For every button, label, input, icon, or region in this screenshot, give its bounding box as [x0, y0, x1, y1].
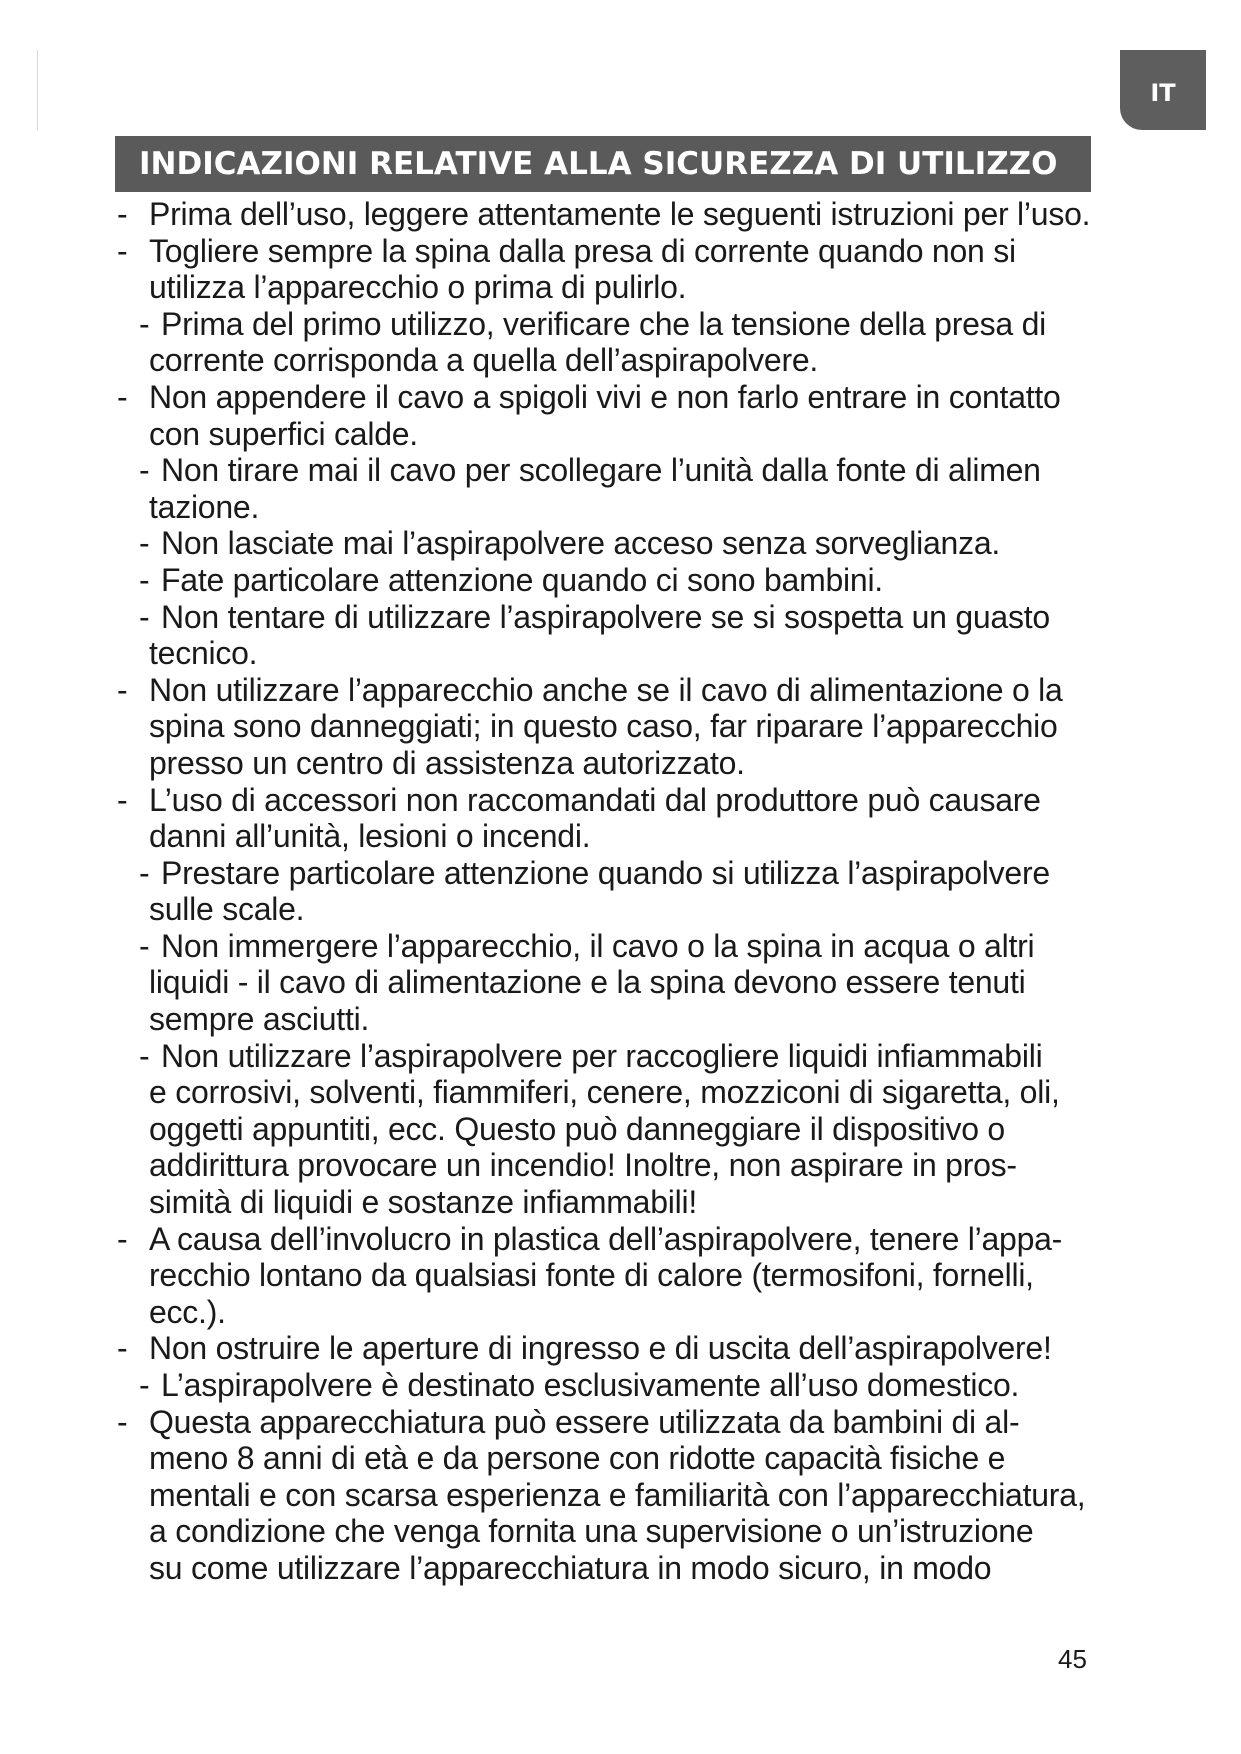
- list-item-line: Non ostruire le aperture di ingresso e di uscita dell’aspirapolvere!: [149, 1330, 1052, 1367]
- list-item-line: Prima dell’uso, leggere attentamente le seguenti istruzioni per l’uso.: [149, 196, 1091, 232]
- list-item: [0, 379, 1241, 452]
- list-dash: -: [117, 671, 128, 708]
- list-item-line: Non tentare di utilizzare l’aspirapolvere se si sospetta un guasto: [161, 598, 1050, 635]
- list-item-line: meno 8 anni di età e da persone con ridotte capacità fisiche e: [149, 1440, 1006, 1477]
- list-item-line: Non lasciate mai l’aspirapolvere acceso senza sorveglianza.: [161, 525, 1001, 562]
- page-number: 45: [1058, 1644, 1087, 1674]
- list-item-line: corrente corrisponda a quella dell’aspirapolvere.: [149, 342, 819, 379]
- list-item-line: sulle scale.: [149, 891, 305, 928]
- list-item: [0, 672, 1241, 782]
- list-item-line: ecc.).: [149, 1293, 226, 1330]
- list-item-line: Non appendere il cavo a spigoli vivi e non farlo entrare in contatto: [149, 378, 1061, 415]
- section-title: INDICAZIONI RELATIVE ALLA SICUREZZA DI UTILIZZO: [115, 136, 1091, 192]
- list-item-line: Fate particolare attenzione quando ci sono bambini.: [161, 561, 883, 598]
- list-item-line: e corrosivi, solventi, fiammiferi, cenere, mozziconi di sigaretta, oli,: [149, 1074, 1060, 1111]
- list-dash: -: [139, 452, 150, 489]
- list-item-line: L’uso di accessori non raccomandati dal produttore può causare: [149, 781, 1041, 818]
- list-item-line: tecnico.: [149, 635, 258, 672]
- list-item: [0, 1330, 1241, 1367]
- list-item-line: Prestare particolare attenzione quando si utilizza l’aspirapolvere: [161, 854, 1050, 891]
- list-item-line: sempre asciutti.: [149, 1001, 370, 1038]
- list-item: [0, 1404, 1241, 1587]
- list-item: [0, 525, 1241, 562]
- safety-instructions-list: [0, 196, 1241, 1587]
- list-dash: -: [139, 927, 150, 964]
- list-dash: -: [139, 1037, 150, 1074]
- list-item-line: recchio lontano da qualsiasi fonte di calore (termosifoni, fornelli,: [149, 1257, 1034, 1294]
- list-item-line: spina sono danneggiati; in questo caso, far riparare l’apparecchio: [149, 708, 1058, 745]
- list-item-line: danni all’unità, lesioni o incendi.: [149, 818, 591, 855]
- list-item-line: L’aspirapolvere è destinato esclusivamente all’uso domestico.: [161, 1367, 1020, 1403]
- list-item-line: Non tirare mai il cavo per scollegare l’unità dalla fonte di alimen: [161, 452, 1041, 489]
- list-item: [0, 928, 1241, 1038]
- list-item-line: Prima del primo utilizzo, verificare che la tensione della presa di: [161, 305, 1046, 342]
- list-dash: -: [139, 305, 150, 342]
- list-item: [0, 562, 1241, 599]
- list-item: [0, 196, 1241, 233]
- list-item: [0, 1221, 1241, 1331]
- list-dash: -: [117, 781, 128, 818]
- list-item-line: a condizione che venga fornita una supervisione o un’istruzione: [149, 1513, 1034, 1550]
- list-dash: -: [139, 598, 150, 635]
- list-item-line: liquidi - il cavo di alimentazione e la spina devono essere tenuti: [149, 964, 1026, 1001]
- list-item: [0, 599, 1241, 672]
- list-item: [0, 855, 1241, 928]
- list-item: [0, 782, 1241, 855]
- list-dash: -: [139, 854, 150, 891]
- list-item-line: Non utilizzare l’apparecchio anche se il cavo di alimentazione o la: [149, 671, 1063, 708]
- list-item: [0, 1367, 1241, 1404]
- list-item-line: Questa apparecchiatura può essere utilizzata da bambini di al-: [149, 1403, 1020, 1440]
- list-dash: -: [117, 1403, 128, 1440]
- list-dash: -: [139, 1367, 150, 1403]
- list-item: [0, 1038, 1241, 1221]
- list-dash: -: [139, 525, 150, 562]
- list-dash: -: [117, 1220, 128, 1257]
- list-item-line: Non immergere l’apparecchio, il cavo o la spina in acqua o altri: [161, 927, 1035, 964]
- list-item-line: Togliere sempre la spina dalla presa di corrente quando non si: [149, 232, 1016, 269]
- list-item-line: mentali e con scarsa esperienza e familiarità con l’apparecchiatura,: [149, 1476, 1086, 1513]
- list-item-line: simità di liquidi e sostanze infiammabili!: [149, 1184, 697, 1221]
- list-item-line: addirittura provocare un incendio! Inoltre, non aspirare in pros-: [149, 1147, 1017, 1184]
- list-item: [0, 233, 1241, 306]
- list-dash: -: [117, 196, 128, 232]
- list-dash: -: [117, 378, 128, 415]
- list-item-line: presso un centro di assistenza autorizzato.: [149, 744, 745, 781]
- list-item: [0, 452, 1241, 525]
- language-tab: IT: [1120, 50, 1206, 130]
- list-item: [0, 306, 1241, 379]
- list-item-line: con superfici calde.: [149, 415, 418, 452]
- page-edge-line: [37, 50, 38, 130]
- list-item-line: su come utilizzare l’apparecchiatura in modo sicuro, in modo: [149, 1549, 992, 1586]
- list-item-line: oggetti appuntiti, ecc. Questo può danneggiare il dispositivo o: [149, 1110, 1005, 1147]
- list-dash: -: [139, 561, 150, 598]
- list-item-line: Non utilizzare l’aspirapolvere per raccogliere liquidi infiammabili: [161, 1037, 1043, 1074]
- list-item-line: tazione.: [149, 488, 260, 525]
- list-item-line: A causa dell’involucro in plastica dell’aspirapolvere, tenere l’appa-: [149, 1220, 1063, 1257]
- list-dash: -: [117, 1330, 128, 1367]
- list-dash: -: [117, 232, 128, 269]
- list-item-line: utilizza l’apparecchio o prima di pulirlo.: [149, 269, 687, 306]
